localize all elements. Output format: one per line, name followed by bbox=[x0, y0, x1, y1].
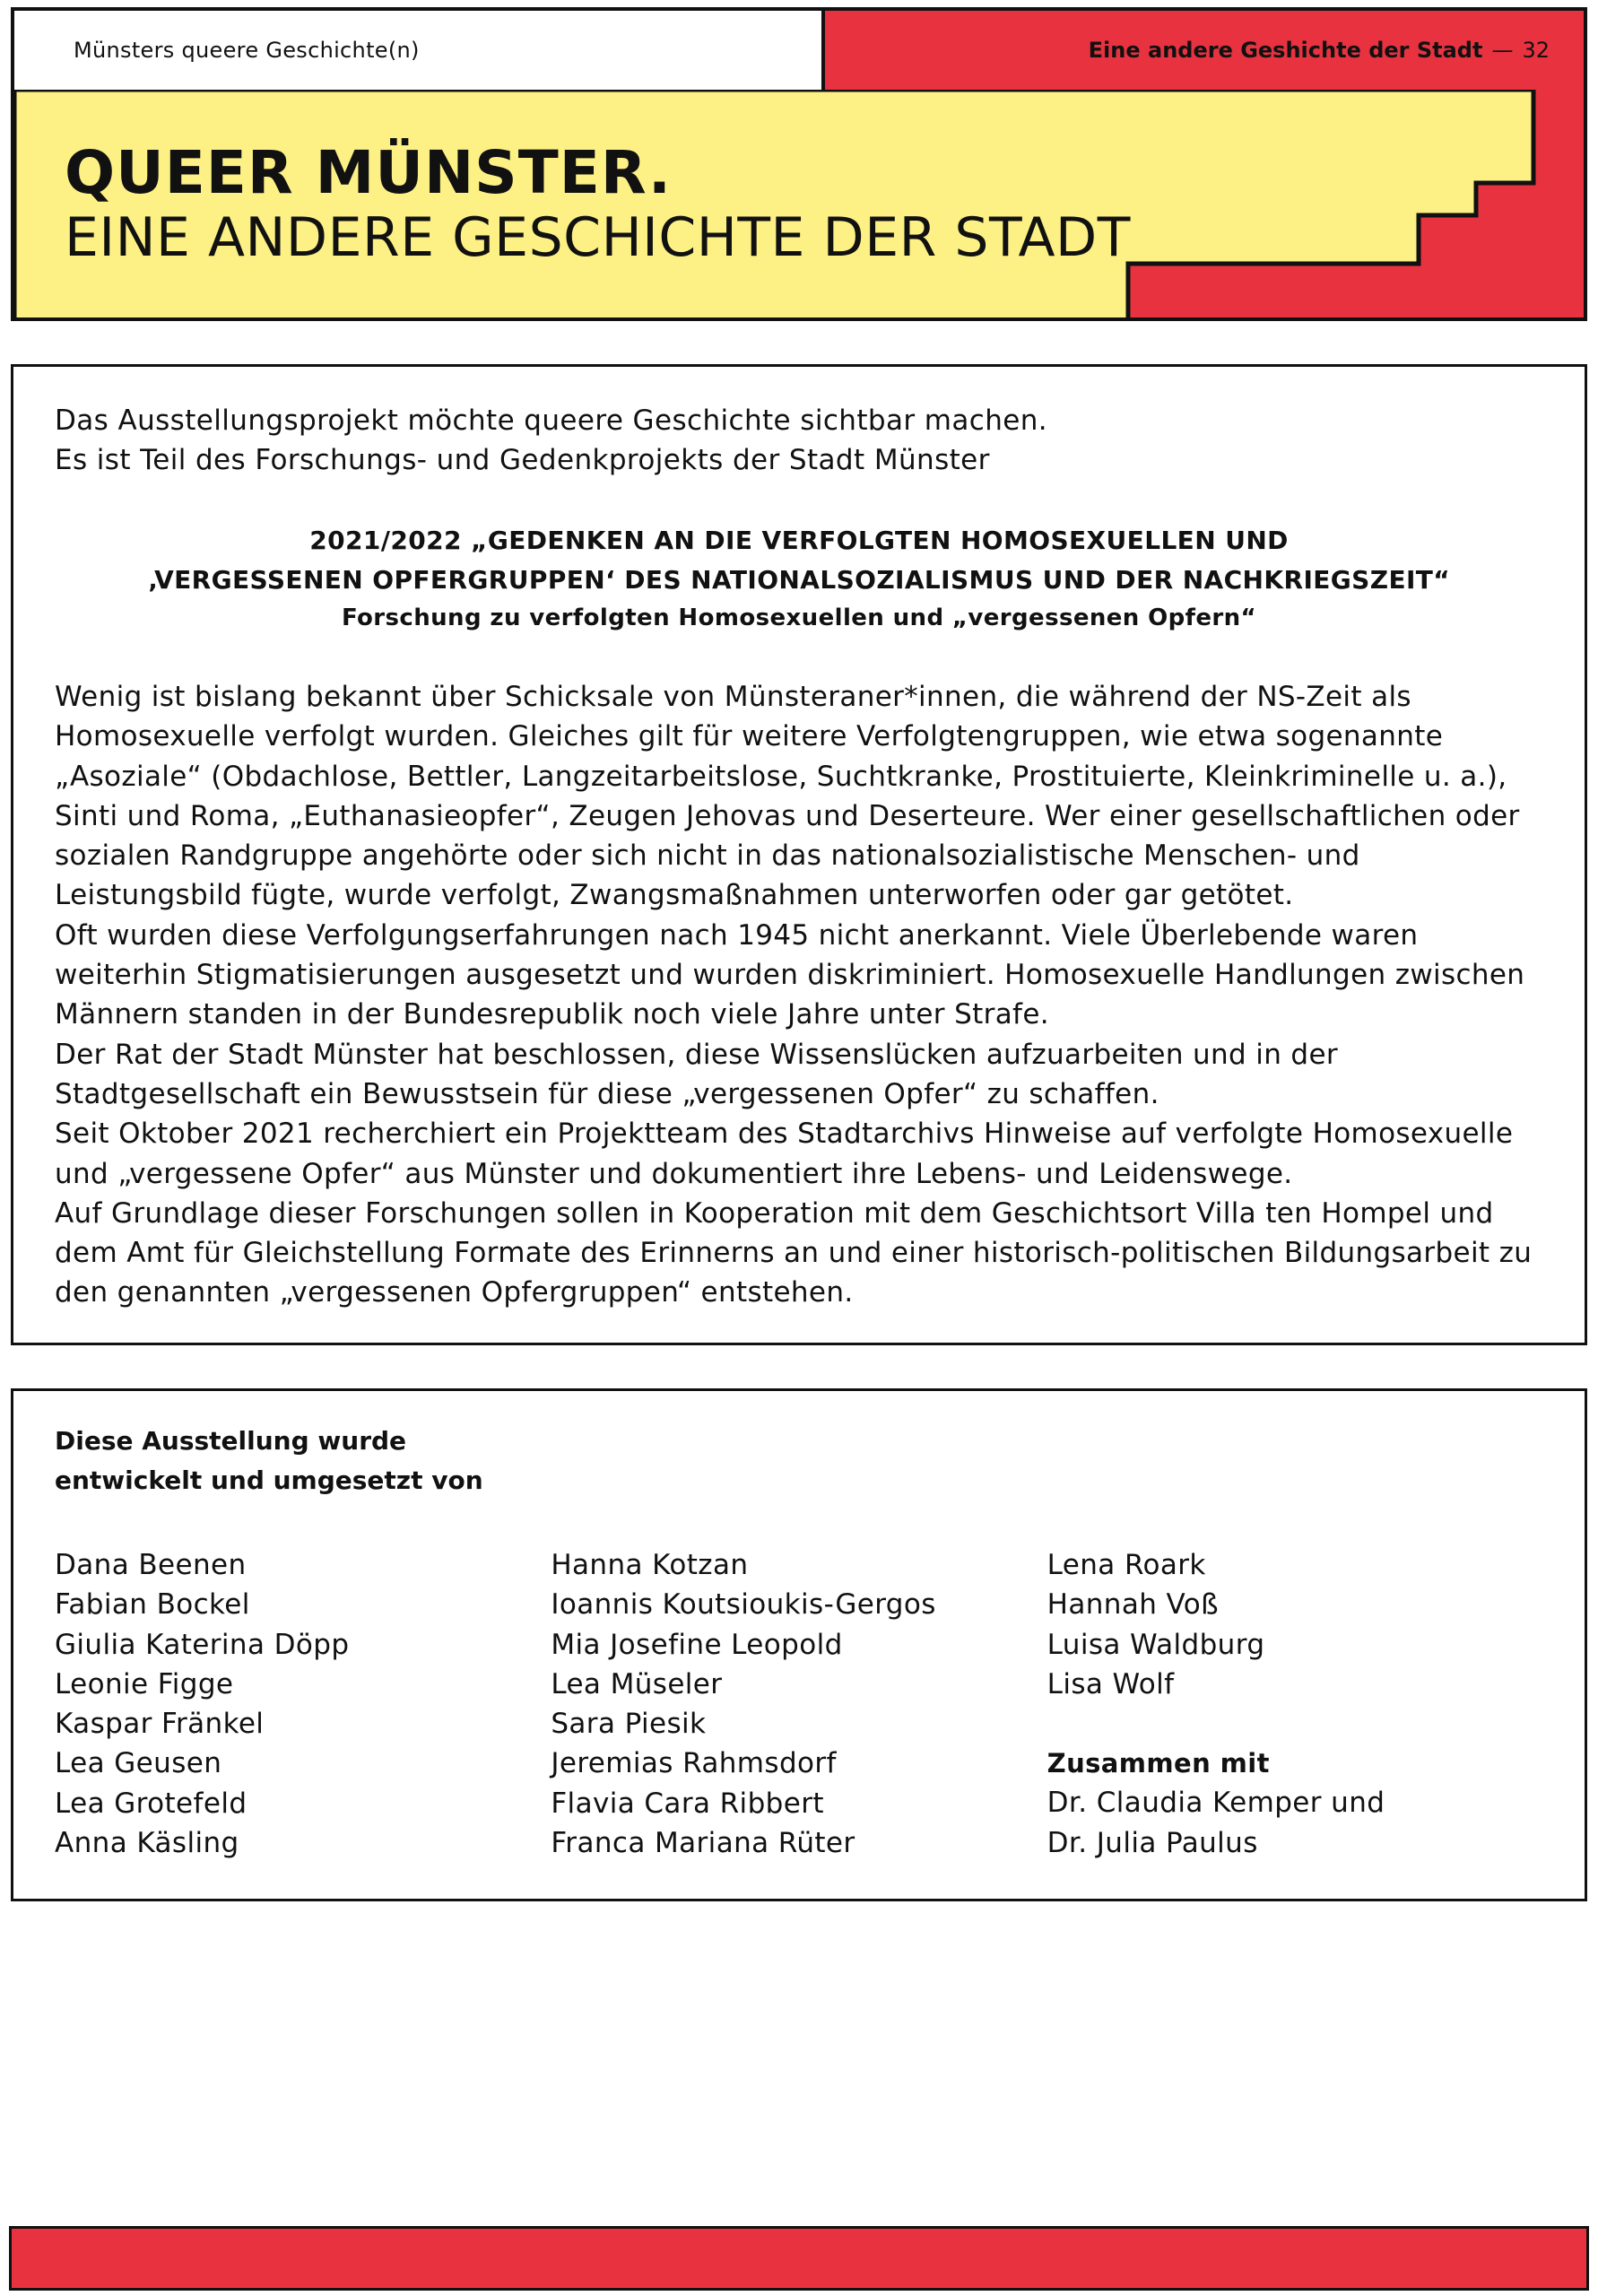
credits-column-3 bbox=[1047, 1545, 1543, 1863]
body-text bbox=[55, 677, 1543, 1313]
project-heading bbox=[55, 521, 1543, 636]
heading-line: 2021/2022 „GEDENKEN AN DIE VERFOLGTEN HOMOSEXUELLEN UND bbox=[309, 526, 1289, 555]
page-number: 32 bbox=[1522, 38, 1550, 63]
credit-name: Mia Josefine Leopold bbox=[551, 1628, 843, 1661]
credit-name: Sara Piesik bbox=[551, 1708, 707, 1741]
spacer bbox=[1047, 1704, 1543, 1744]
credits-heading-line: entwickelt und umgesetzt von bbox=[55, 1465, 483, 1495]
credits-heading-line: Diese Ausstellung wurde bbox=[55, 1426, 407, 1456]
separator: — bbox=[1491, 38, 1514, 63]
credit-name: Fabian Bockel bbox=[55, 1588, 250, 1622]
paragraph: Oft wurden diese Verfolgungserfahrungen nach 1945 nicht anerkannt. Viele Überlebende waren weiterhin Stigmatisierungen ausgesetzt und wurden diskriminiert. Homosexuelle Handlungen zwischen Männern standen in der Bundesrepublik noch viele Jahre unter Strafe. bbox=[55, 918, 1525, 1031]
credit-name: Kaspar Fränkel bbox=[55, 1708, 265, 1741]
top-bar bbox=[11, 7, 1587, 93]
credit-name: Ioannis Koutsioukis-Gergos bbox=[551, 1588, 936, 1622]
credits-section bbox=[11, 1388, 1587, 1901]
credit-name: Lena Roark bbox=[1047, 1549, 1206, 1581]
together-label: Zusammen mit bbox=[1047, 1748, 1270, 1779]
credits-heading bbox=[55, 1422, 1543, 1500]
credit-name: Anna Käsling bbox=[55, 1827, 239, 1860]
credit-name: Dr. Claudia Kemper und bbox=[1047, 1787, 1385, 1820]
paragraph: Der Rat der Stadt Münster hat beschlossen, diese Wissenslücken aufzuarbeiten und in der Stadtgesellschaft ein Bewusstsein für diese „vergessenen Opfer“ zu schaffen. bbox=[55, 1038, 1338, 1110]
credit-name: Leonie Figge bbox=[55, 1667, 234, 1700]
heading-line: ‚VERGESSENEN OPFERGRUPPEN‘ DES NATIONALSOZIALISMUS UND DER NACHKRIEGSZEIT“ bbox=[147, 565, 1451, 595]
credit-name: Jeremias Rahmsdorf bbox=[551, 1747, 837, 1780]
footer-bar bbox=[9, 2226, 1589, 2291]
paragraph: Seit Oktober 2021 recherchiert ein Projektteam des Stadtarchivs Hinweise auf verfolgte Homosexuelle und „vergessene Opfer“ aus Münster und dokumentiert ihre Lebens- und Leidenswege. bbox=[55, 1118, 1514, 1190]
credit-name: Lea Grotefeld bbox=[55, 1787, 248, 1820]
credit-name: Dr. Julia Paulus bbox=[1047, 1826, 1258, 1859]
credit-name: Hannah Voß bbox=[1047, 1588, 1220, 1622]
credits-column-1 bbox=[55, 1545, 551, 1863]
section-header bbox=[825, 11, 1584, 90]
credit-name: Hanna Kotzan bbox=[551, 1549, 749, 1581]
credit-name: Giulia Katerina Döpp bbox=[55, 1628, 350, 1661]
paragraph: Auf Grundlage dieser Forschungen sollen in Kooperation mit dem Geschichtsort Villa ten Hompel und dem Amt für Gleichstellung Formate des Erinnerns an und einer historisch-politischen Bildungsarbeit zu den genannten „vergessenen Opfergruppen“ entstehen. bbox=[55, 1196, 1533, 1309]
credit-name: Flavia Cara Ribbert bbox=[551, 1787, 824, 1820]
intro-line: Es ist Teil des Forschungs- und Gedenkprojekts der Stadt Münster bbox=[55, 444, 990, 476]
credits-columns bbox=[55, 1545, 1543, 1863]
heading-subline: Forschung zu verfolgten Homosexuellen und „vergessenen Opfern“ bbox=[341, 604, 1257, 631]
paragraph: Wenig ist bislang bekannt über Schicksale von Münsteraner*innen, die während der NS-Zeit als Homosexuelle verfolgt wurden. Gleiches gilt für weitere Verfolgtengruppen, wie etwa sogenannte „Asoziale“ (Obdachlose, Bettler, Langzeitarbeitslose, Suchtkranke, Prostituierte, Kleinkriminelle u. a.), Sinti und Roma, „Euthanasieopfer“, Zeugen Jehovas und Deserteure. Wer einer gesellschaftlichen oder sozialen Randgruppe angehörte oder sich nicht in das nationalsozialistische Menschen- und Leistungsbild fügte, wurde verfolgt, Zwangsmaßnahmen unterworfen oder gar getötet. bbox=[55, 681, 1520, 912]
intro-section bbox=[11, 364, 1587, 1345]
credit-name: Lisa Wolf bbox=[1047, 1667, 1175, 1700]
credits-column-2 bbox=[551, 1545, 1047, 1863]
credit-name: Lea Geusen bbox=[55, 1747, 222, 1780]
credit-name: Luisa Waldburg bbox=[1047, 1628, 1265, 1661]
section-title: Eine andere Geshichte der Stadt bbox=[1088, 38, 1483, 63]
page-subtitle: EINE ANDERE GESCHICHTE DER STADT bbox=[65, 206, 1131, 269]
credit-name: Lea Müseler bbox=[551, 1667, 723, 1700]
intro-line: Das Ausstellungsprojekt möchte queere Geschichte sichtbar machen. bbox=[55, 404, 1048, 437]
page-title: QUEER MÜNSTER. bbox=[65, 138, 672, 207]
series-title: Münsters queere Geschichte(n) bbox=[14, 11, 825, 90]
credit-name: Dana Beenen bbox=[55, 1549, 247, 1581]
hero-banner bbox=[11, 90, 1587, 321]
credit-name: Franca Mariana Rüter bbox=[551, 1827, 855, 1860]
